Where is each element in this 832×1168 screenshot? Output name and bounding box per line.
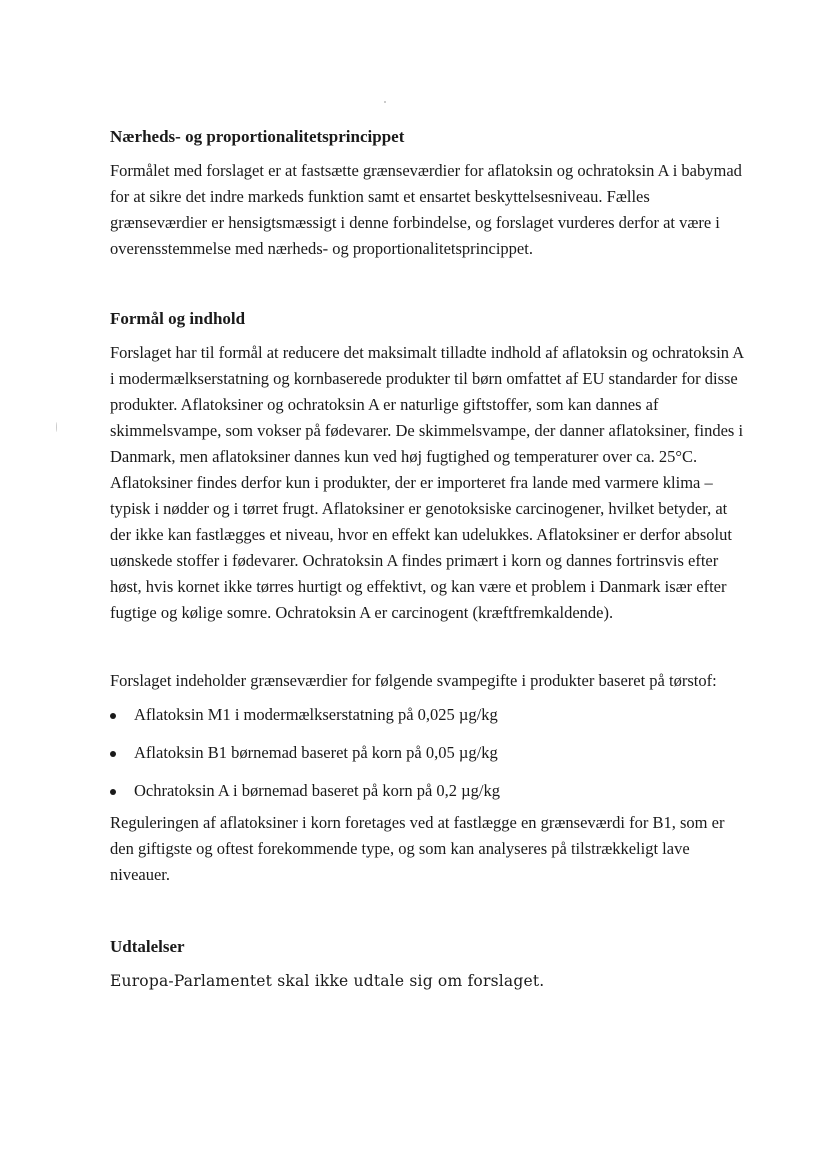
- scan-speck: [384, 101, 386, 103]
- section-heading-statements: Udtalelser: [110, 937, 185, 956]
- scan-mark: [56, 422, 57, 432]
- list-item: Aflatoksin B1 børnemad baseret på korn på 0,05 µg/kg: [110, 740, 750, 766]
- list-item: Aflatoksin M1 i modermælkserstatning på 0,025 µg/kg: [110, 702, 750, 728]
- purpose-paragraph: Forslaget har til formål at reducere det maksimalt tilladte indhold af aflatoksin og ochratoksin A i modermælkserstatning og kornbaserede produkter til børn omfattet af EU standarder for disse produkter. Aflatoksiner og ochratoksin A er naturlige giftstoffer, som kan dannes af skimmelsvampe, som vokser på fødevarer. De skimmelsvampe, der danner aflatoksiner, findes i Danmark, men aflatoksiner dannes kun ved høj fugtighed og temperaturer over ca. 25°C. Aflatoksiner findes derfor kun i produkter, der er importeret fra lande med varmere klima – typisk i nødder og i tørret frugt. Aflatoksiner er genotoksiske carcinogener, hvilket betyder, at der ikke kan fastlægges et niveau, hvor en effekt kan udelukkes. Aflatoksiner er derfor absolut uønskede stoffer i fødevarer. Ochratoksin A findes primært i korn og dannes fortrinsvis efter høst, hvis kornet ikke tørres hurtigt og effektivt, og kan være et problem i Danmark især efter fugtige og kølige somre. Ochratoksin A er carcinogent (kræftfremkaldende).: [110, 343, 744, 622]
- limits-list: [110, 702, 750, 804]
- bullet-icon: [110, 789, 116, 795]
- section-heading-principles: Nærheds- og proportionalitetsprincippet: [110, 127, 405, 146]
- document-body: [110, 124, 750, 994]
- principles-paragraph: Formålet med forslaget er at fastsætte grænseværdier for aflatoksin og ochratoksin A i babymad for at sikre det indre markeds funktion samt et ensartet beskyttelsesniveau. Fælles grænseværdier er hensigtsmæssigt i denne forbindelse, og forslaget vurderes derfor at være i overensstemmelse med nærheds- og proportionalitetsprincippet.: [110, 161, 742, 258]
- list-item: Ochratoksin A i børnemad baseret på korn på 0,2 µg/kg: [110, 778, 750, 804]
- bullet-icon: [110, 713, 116, 719]
- section-heading-purpose: Formål og indhold: [110, 309, 246, 328]
- bullet-icon: [110, 751, 116, 757]
- regulation-paragraph: Reguleringen af aflatoksiner i korn foretages ved at fastlægge en grænseværdi for B1, som er den giftigste og oftest forekommende type, og som kan analyseres på tilstrækkeligt lave niveauer.: [110, 813, 725, 884]
- limits-intro: Forslaget indeholder grænseværdier for følgende svampegifte i produkter baseret på tørstof:: [110, 671, 717, 690]
- statements-paragraph: Europa-Parlamentet skal ikke udtale sig om forslaget.: [110, 972, 545, 990]
